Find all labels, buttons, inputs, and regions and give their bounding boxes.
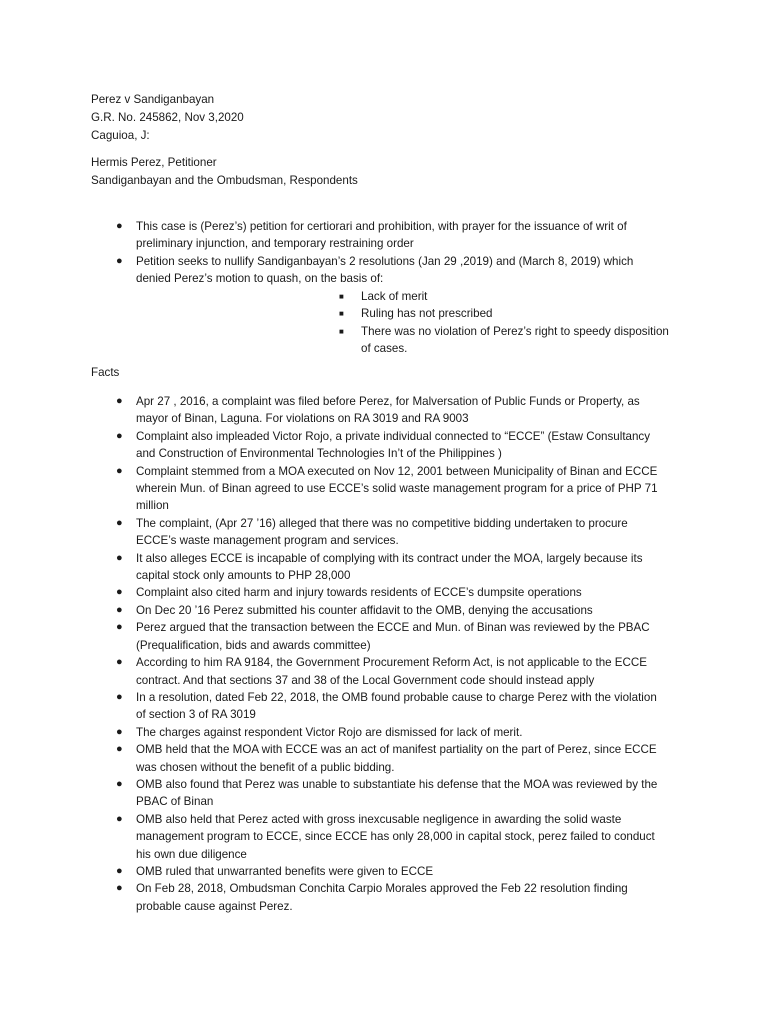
bullet-icon: ●	[116, 220, 123, 232]
bullet-icon: ●	[116, 656, 123, 669]
list-item-text: It also alleges ECCE is incapable of complying with its contract under the MOA, largely because its capital stock only amounts to PHP 28,000	[136, 551, 643, 583]
list-item-text: OMB ruled that unwarranted benefits were given to ECCE	[136, 864, 434, 878]
bullet-icon: ●	[116, 725, 123, 738]
square-bullet-icon: ■	[339, 292, 344, 301]
sub-list-item	[0, 323, 671, 358]
bullet-icon: ●	[116, 395, 123, 407]
sub-list-item-text: Lack of merit	[361, 290, 428, 303]
list-item-text: The charges against respondent Victor Rojo are dismissed for lack of merit.	[136, 725, 523, 739]
list-item-text: According to him RA 9184, the Government Procurement Reform Act, is not applicable to the ECCE contract. And that sections 37 and 38 of the Local Government code should instead apply	[136, 656, 648, 687]
list-item-text: Perez argued that the transaction between the ECCE and Mun. of Binan was reviewed by the PBAC (Prequalification, bids and awards committee)	[136, 621, 650, 652]
list-item	[0, 584, 669, 601]
case-header	[91, 91, 244, 145]
square-bullet-icon: ■	[339, 309, 344, 319]
square-bullet-icon: ■	[339, 326, 344, 336]
list-item-text: Complaint also cited harm and injury towards residents of ECCE’s dumpsite operations	[136, 586, 582, 600]
bullet-icon: ●	[116, 551, 123, 564]
list-item	[0, 218, 669, 253]
sub-list-item-text: Ruling has not prescribed	[361, 307, 493, 321]
list-item-text: Complaint also impleaded Victor Rojo, a private individual connected to “ECCE” (Estaw Consultancy and Construction of Environmental Technologies In’t of the Philippines )	[136, 429, 651, 461]
list-item	[0, 741, 669, 776]
list-item	[0, 550, 669, 585]
list-item	[0, 689, 669, 724]
list-item	[0, 880, 669, 915]
list-item	[0, 619, 669, 654]
bullet-icon: ●	[116, 621, 123, 634]
list-item	[0, 863, 669, 880]
intro-bullet-list	[0, 218, 768, 288]
petitioner-line: Hermis Perez, Petitioner	[91, 156, 217, 169]
list-item-text: Petition seeks to nullify Sandiganbayan’s 2 resolutions (Jan 29 ,2019) and (March 8, 2019) which denied Perez’s motion to quash, on the basis of:	[136, 254, 634, 286]
sub-list-item	[0, 305, 671, 322]
gr-number: G.R. No. 245862, Nov 3,2020	[91, 111, 244, 124]
list-item	[0, 253, 669, 288]
ponente: Caguioa, J:	[91, 129, 150, 142]
bullet-icon: ●	[116, 464, 123, 477]
list-item	[0, 811, 669, 863]
bullet-icon: ●	[116, 586, 123, 599]
list-item	[0, 654, 669, 689]
bullet-icon: ●	[116, 516, 123, 529]
bullet-icon: ●	[116, 254, 123, 267]
case-title: Perez v Sandiganbayan	[91, 93, 215, 106]
bullet-icon: ●	[116, 429, 123, 442]
bullet-icon: ●	[116, 864, 123, 877]
list-item-text: OMB held that the MOA with ECCE was an act of manifest partiality on the part of Perez, since ECCE was chosen without the benefit of a public bidding.	[136, 743, 657, 774]
list-item	[0, 602, 669, 619]
facts-heading: Facts	[91, 366, 120, 379]
list-item-text: The complaint, (Apr 27 ’16) alleged that there was no competitive bidding undertaken to procure ECCE’s waste management program and services.	[136, 516, 628, 548]
list-item-text: This case is (Perez’s) petition for certiorari and prohibition, with prayer for the issuance of writ of preliminary injunction, and temporary restraining order	[136, 220, 627, 251]
list-item-text: OMB also found that Perez was unable to substantiate his defense that the MOA was reviewed by the PBAC of Binan	[136, 777, 658, 809]
list-item	[0, 724, 669, 741]
bullet-icon: ●	[116, 690, 123, 703]
list-item-text: Apr 27 , 2016, a complaint was filed before Perez, for Malversation of Public Funds or Property, as mayor of Binan, Laguna. For violations on RA 3019 and RA 9003	[136, 395, 640, 426]
list-item-text: Complaint stemmed from a MOA executed on Nov 12, 2001 between Municipality of Binan and ECCE wherein Mun. of Binan agreed to use ECCE’s solid waste management program for a price of PHP 71 million	[136, 464, 658, 513]
list-item	[0, 776, 669, 811]
parties-block	[91, 154, 358, 190]
list-item-text: On Dec 20 ’16 Perez submitted his counter affidavit to the OMB, denying the accusations	[136, 603, 593, 617]
list-item-text: On Feb 28, 2018, Ombudsman Conchita Carpio Morales approved the Feb 22 resolution finding probable cause against Perez.	[136, 882, 628, 913]
list-item	[0, 428, 669, 463]
sub-bullet-list	[0, 288, 671, 358]
list-item	[0, 393, 669, 428]
sub-list-item	[0, 288, 671, 305]
list-item-text: In a resolution, dated Feb 22, 2018, the OMB found probable cause to charge Perez with the violation of section 3 of RA 3019	[136, 690, 657, 722]
bullet-icon: ●	[116, 777, 123, 790]
bullet-icon: ●	[116, 812, 123, 825]
list-item	[0, 463, 669, 515]
bullet-icon: ●	[116, 743, 123, 756]
bullet-icon: ●	[116, 603, 123, 616]
respondents-line: Sandiganbayan and the Ombudsman, Respondents	[91, 174, 358, 187]
list-item-text: OMB also held that Perez acted with gross inexcusable negligence in awarding the solid waste management program to ECCE, since ECCE has only 28,000 in capital stock, perez failed to conduct his own due diligence	[136, 812, 655, 861]
list-item	[0, 515, 669, 550]
bullet-icon: ●	[116, 882, 123, 895]
sub-list-item-text: There was no violation of Perez’s right to speedy disposition of cases.	[361, 324, 669, 356]
facts-bullet-list	[0, 393, 768, 915]
